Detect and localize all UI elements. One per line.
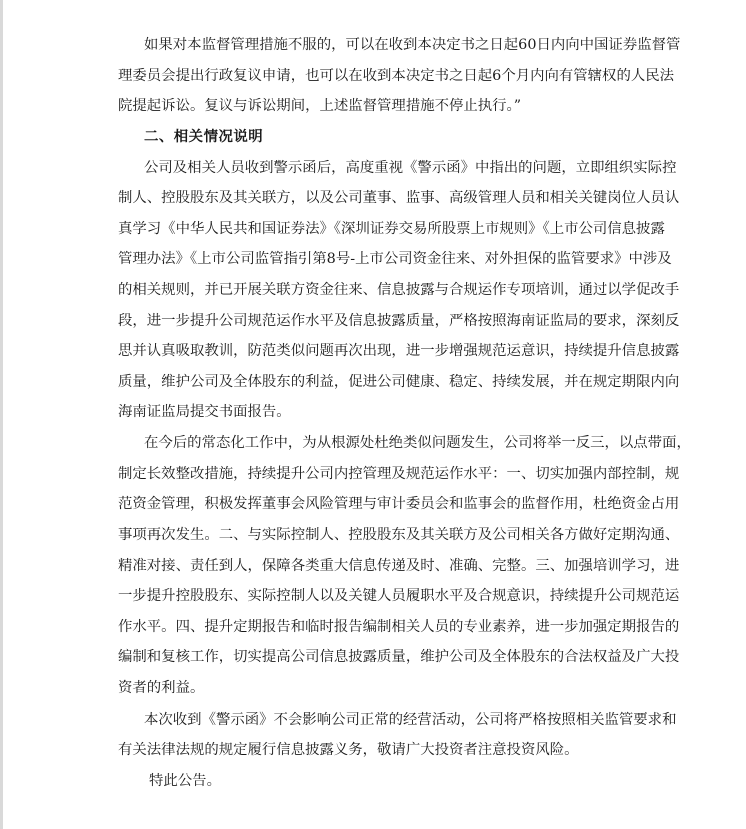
text-line: 质量，维护公司及全体股东的利益，促进公司健康、稳定、持续发展，并在规定期限内向 <box>118 374 680 390</box>
text-line: 海南证监局提交书面报告。 <box>118 404 291 420</box>
text-line: 真学习《中华人民共和国证券法》《深圳证券交易所股票上市规则》《上市公司信息披露 <box>118 221 665 237</box>
closing-text: 特此公告。 <box>149 773 221 789</box>
text-line: 有关法律法规的规定履行信息披露义务，敬请广大投资者注意投资风险。 <box>118 742 579 758</box>
text-line: 精准对接、责任到人，保障各类重大信息传递及时、准确、完整。三、加强培训学习，进 <box>118 558 680 574</box>
text-line: 理委员会提出行政复议申请，也可以在收到本决定书之日起6个月内向有管辖权的人民法 <box>118 68 675 84</box>
text-line: 段，进一步提升公司规范运作水平及信息披露质量，严格按照海南证监局的要求，深刻反 <box>118 313 680 329</box>
text-line: 思并认真吸取教训，防范类似问题再次出现，进一步增强规范运意识，持续提升信息披露 <box>118 343 680 359</box>
text-line: 作水平。四、提升定期报告和临时报告编制相关人员的专业素养，进一步加强定期报告的 <box>118 619 680 635</box>
text-line: 范资金管理，积极发挥董事会风险管理与审计委员会和监事会的监督作用，杜绝资金占用 <box>118 496 680 512</box>
section-title: 二、相关情况说明 <box>144 129 264 145</box>
text-line: 管理办法》《上市公司监管指引第8号-上市公司资金往来、对外担保的监管要求》中涉及 <box>118 251 672 267</box>
text-line: 制定长效整改措施，持续提升公司内控管理及规范运作水平：一、切实加强内部控制，规 <box>118 466 680 482</box>
document-page <box>3 0 746 829</box>
text-line: 制人、控股股东及其关联方，以及公司董事、监事、高级管理人员和相关关键岗位人员认 <box>118 190 680 206</box>
text-line: 如果对本监督管理措施不服的，可以在收到本决定书之日起60日内向中国证券监督管 <box>144 37 681 53</box>
text-line: 资者的利益。 <box>118 680 205 696</box>
text-line: 一步提升控股股东、实际控制人以及关键人员履职水平及合规意识，持续提升公司规范运 <box>118 588 680 604</box>
text-line: 的相关规则，并已开展关联方资金往来、信息披露与合规运作专项培训，通过以学促改手 <box>118 282 680 298</box>
text-line: 院提起诉讼。复议与诉讼期间，上述监督管理措施不停止执行。” <box>118 98 522 114</box>
text-line: 本次收到《警示函》不会影响公司正常的经营活动，公司将严格按照相关监管要求和 <box>144 712 677 728</box>
text-line: 在今后的常态化工作中，为从根源处杜绝类似问题发生，公司将举一反三，以点带面， <box>144 435 691 451</box>
text-line: 编制和复核工作，切实提高公司信息披露质量，维护公司及全体股东的合法权益及广大投 <box>118 649 680 665</box>
text-line: 公司及相关人员收到警示函后，高度重视《警示函》中指出的问题，立即组织实际控 <box>144 160 677 176</box>
text-line: 事项再次发生。二、与实际控制人、控股股东及其关联方及公司相关各方做好定期沟通、 <box>118 527 680 543</box>
